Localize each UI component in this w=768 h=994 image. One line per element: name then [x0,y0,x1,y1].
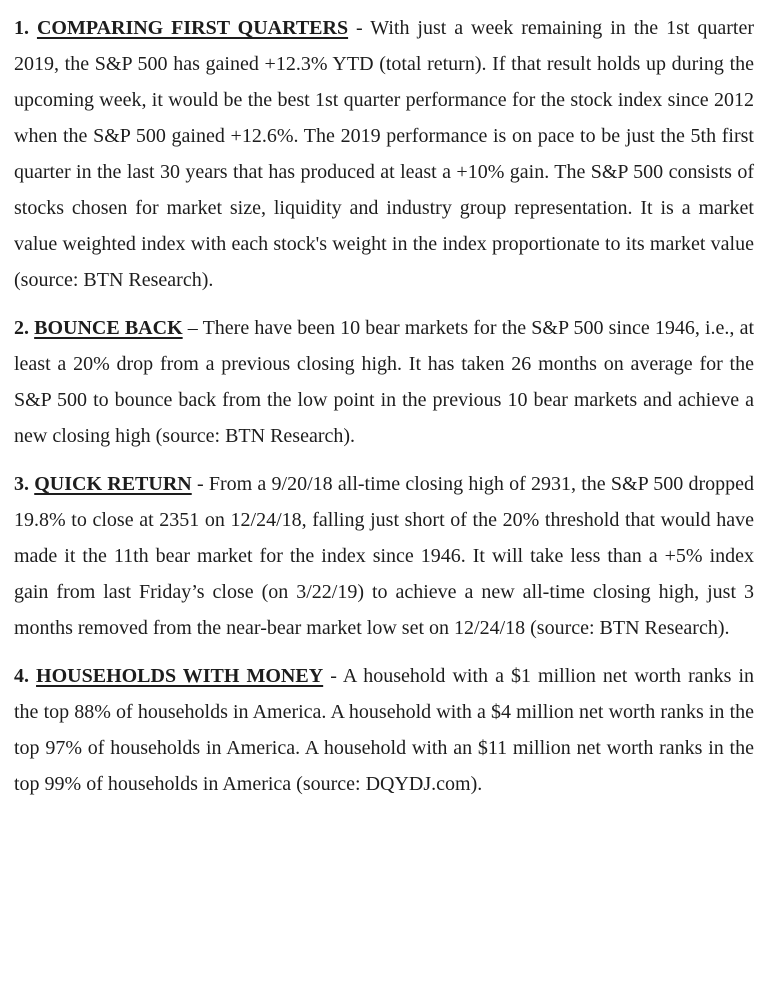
item-body: There have been 10 bear markets for the S&P 500 since 1946, i.e., at least a 20% drop from a previous closing high. It has taken 26 months on average for the S&P 500 to bounce back from the low point in the previous 10 bear markets and achieve a new closing high (source: BTN Research). [14,317,755,447]
newsletter-item-3 [14,466,754,646]
item-heading: QUICK RETURN [34,473,192,495]
newsletter-item-1 [14,10,754,298]
item-body: From a 9/20/18 all-time closing high of 2931, the S&P 500 dropped 19.8% to close at 2351 on 12/24/18, falling just short of the 20% threshold that would have made it the 11th bear market for the index since 1946. It will take less than a +5% index gain from last Friday’s close (on 3/22/19) to achieve a new all-time closing high, just 3 months removed from the near-bear market low set on 12/24/18 (source: BTN Research). [14,473,754,639]
item-separator: – [182,317,203,339]
item-number: 2. [14,317,29,339]
newsletter-item-4 [14,658,754,802]
item-number: 1. [14,17,29,39]
item-heading: COMPARING FIRST QUARTERS [36,17,349,39]
item-number: 3. [14,473,29,495]
item-heading: BOUNCE BACK [34,317,183,339]
item-separator: - [323,665,343,687]
item-body: A household with a $1 million net worth ranks in the top 88% of households in America. A household with a $4 million net worth ranks in the top 97% of households in America. A household with an $11 million net worth ranks in the top 99% of households in America (source: DQYDJ.com). [14,665,754,795]
newsletter-item-2 [14,310,754,454]
item-heading: HOUSEHOLDS WITH MONEY [36,665,324,687]
item-separator: - [348,17,371,39]
item-body: With just a week remaining in the 1st quarter 2019, the S&P 500 has gained +12.3% YTD (total return). If that result holds up during the upcoming week, it would be the best 1st quarter performance for the stock index since 2012 when the S&P 500 gained +12.6%. The 2019 performance is on pace to be just the 5th first quarter in the last 30 years that has produced at least a +10% gain. The S&P 500 consists of stocks chosen for market size, liquidity and industry group representation. It is a market value weighted index with each stock's weight in the index proportionate to its market value (source: BTN Research). [14,17,754,291]
item-separator: - [191,473,209,495]
item-number: 4. [14,665,29,687]
